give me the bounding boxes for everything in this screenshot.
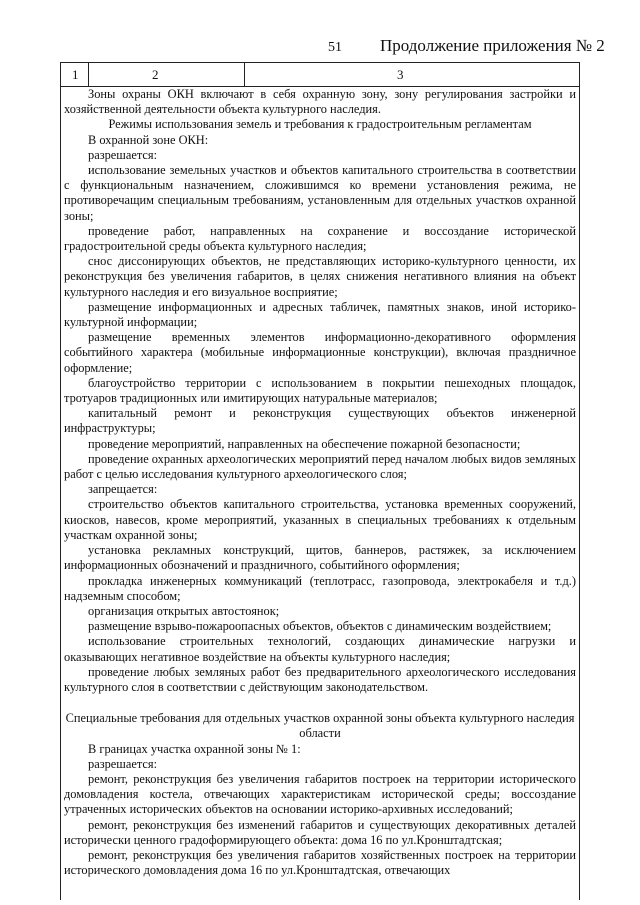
paragraph: благоустройство территории с использованием в покрытии пешеходных площадок, тротуаров традиционных или имитирующих натуральные материалов; <box>64 375 576 406</box>
paragraph <box>61 695 579 711</box>
paragraph: капитальный ремонт и реконструкция существующих объектов инженерной инфраструктуры; <box>64 406 576 436</box>
paragraph: разрешается: <box>88 147 158 162</box>
paragraph: размещение временных элементов информационно-декоративного оформления событийного характера (мобильные информационные конструкции), включая праздничное оформление; <box>64 330 576 375</box>
paragraph: прокладка инженерных коммуникаций (теплотрасс, газопровода, электрокабеля и т.д.) надземным способом; <box>64 573 576 603</box>
appendix-title: Продолжение приложения № 2 <box>380 36 605 55</box>
paragraph: проведение работ, направленных на сохранение и воссоздание исторической градостроительной среды объекта культурного наследия; <box>64 223 576 254</box>
paragraph: проведение любых земляных работ без предварительного археологического исследования культурного слоя в соответствии с действующим законодательством. <box>64 664 576 694</box>
paragraph: установка рекламных конструкций, щитов, баннеров, растяжек, за исключением информационных обозначений и праздничного, событийного оформления; <box>64 543 576 573</box>
paragraph: ремонт, реконструкция без увеличения габаритов хозяйственных построек на территории исторического домовладения дома 16 по ул.Кронштадтская, отвечающих <box>64 847 576 878</box>
paragraph: В охранной зоне ОКН: <box>88 132 209 147</box>
paragraph: запрещается: <box>88 482 158 497</box>
page-number: 51 <box>328 40 342 55</box>
paragraph: Зоны охраны ОКН включают в себя охранную зону, зону регулирования застройки и хозяйственной деятельности объекта культурного наследия. <box>64 87 576 117</box>
document-table <box>60 62 580 900</box>
paragraph: ремонт, реконструкция без изменений габаритов и существующих декоративных деталей исторически ценного градоформирующего объекта: дома 16 по ул.Кронштадтская; <box>64 817 576 847</box>
paragraph: проведение охранных археологических мероприятий перед началом любых видов земляных работ с целью исследования культурного археологического слоя; <box>64 451 576 482</box>
document-body <box>61 87 579 901</box>
section-heading: Режимы использования земель и требования к градостроительным регламентам <box>108 117 532 132</box>
column-2-header: 2 <box>152 67 159 82</box>
section-heading: Специальные требования для отдельных участков охранной зоны объекта культурного наследия области <box>65 711 575 741</box>
paragraph: ремонт, реконструкция без увеличения габаритов построек на территории исторического домовладения костела, отвечающих характеристикам исторической среды; воссоздание утраченных исторических объектов на основании историко-архивных исследований; <box>64 771 576 817</box>
paragraph: строительство объектов капитального строительства, установка временных сооружений, киосков, навесов, кроме мероприятий, указанных в специальных требованиях к отдельным участкам охранной зоны; <box>64 497 576 542</box>
paragraph: размещение информационных и адресных табличек, памятных знаков, иной историко-культурной информации; <box>64 299 576 330</box>
column-1-header: 1 <box>72 67 79 82</box>
column-3-header: 3 <box>397 67 404 82</box>
paragraph: использование строительных технологий, создающих динамические нагрузки и оказывающих негативное воздействие на объекты культурного наследия; <box>64 634 576 664</box>
paragraph: снос диссонирующих объектов, не представляющих историко-культурного ценности, их реконструкция без увеличения габаритов, в целях снижения негативного влияния на объект культурного наследия и его визуальное восприятие; <box>64 254 576 299</box>
table-header-row <box>61 63 579 87</box>
paragraph: организация открытых автостоянок; <box>88 603 280 618</box>
paragraph: разрешается: <box>88 756 158 771</box>
paragraph: размещение взрыво-пожароопасных объектов, объектов с динамическим воздействием; <box>88 619 552 634</box>
paragraph: проведение мероприятий, направленных на обеспечение пожарной безопасности; <box>88 436 521 451</box>
paragraph: В границах участка охранной зоны № 1: <box>88 741 301 756</box>
paragraph: использование земельных участков и объектов капитального строительства в соответствии с функциональным назначением, сложившимся ко времени установления режима, не противоречащим специальным требованиям, установленным для отдельных участков охранной зоны; <box>64 163 576 223</box>
